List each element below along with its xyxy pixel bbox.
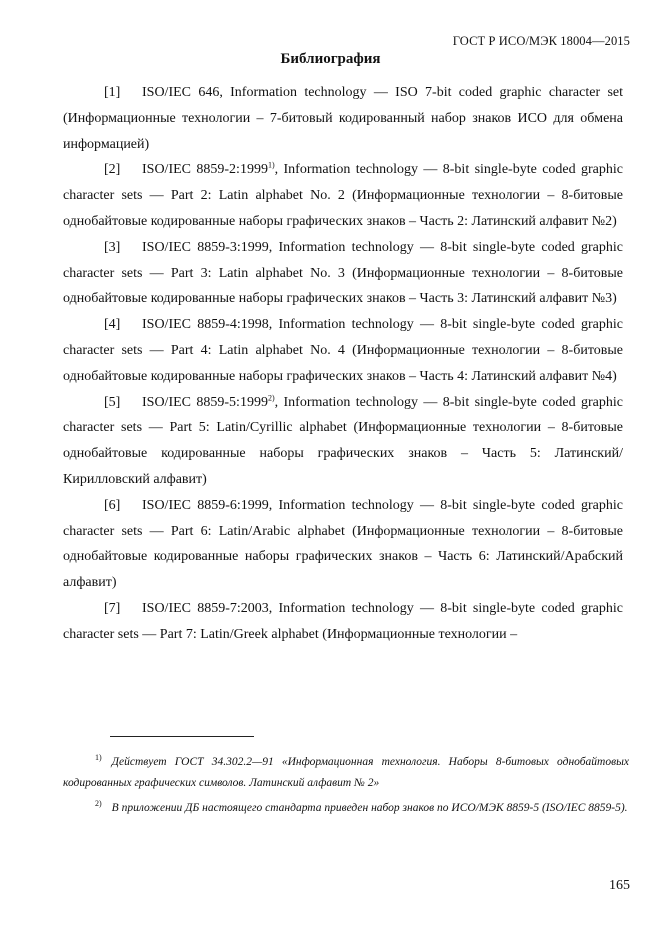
reference-item [63,157,623,234]
reference-text: ISO/IEC 8859-4:1998, Information technology — 8-bit single-byte coded graphic character sets — Part 4: Latin alphabet No. 4 (Информационные технологии – 8-битовые однобайтовые кодированные наборы графических знаков – Часть 4: Латинский алфавит №4) [63,317,623,384]
reference-code: ISO/IEC 8859-2:1999 [142,162,268,178]
page-title: Библиография [280,51,381,67]
reference-text: ISO/IEC 8859-7:2003, Information technology — 8-bit single-byte coded graphic character sets — Part 7: Latin/Greek alphabet (Информационные технологии – [63,600,623,642]
footnotes [63,752,629,823]
reference-number: [6] [104,497,121,513]
reference-number: [4] [104,317,121,333]
bibliography-list [63,80,623,648]
page-number: 165 [609,878,630,893]
reference-item [63,235,623,312]
reference-text: , Information technology — 8-bit single-byte coded graphic character sets — Part 2: Latin alphabet No. 2 (Информационные технологии – 8-битовые однобайтовые кодированные наборы графических знаков – Часть 2: Латинский алфавит №2) [63,162,623,229]
reference-item [63,596,623,648]
reference-number: [3] [104,239,121,255]
reference-code: ISO/IEC 8859-5:1999 [142,394,268,410]
footnote: $^{1)}$ Действует ГОСТ 34.302.2—91 «Информационная технология. Наборы 8-битовых однобайтовых кодированных графических символов. Латинский алфавит № 2» [63,753,629,789]
document-header: ГОСТ Р ИСО/МЭК 18004—2015 [452,34,630,48]
reference-number: [2] [104,162,121,178]
reference-number: [5] [104,394,121,410]
footnote-marker: 1) [267,160,275,170]
reference-text: ISO/IEC 8859-6:1999, Information technology — 8-bit single-byte coded graphic character sets — Part 6: Latin/Arabic alphabet (Информационные технологии – 8-битовые однобайтовые кодированные наборы графических знаков – Часть 6: Латинский/Арабский алфавит) [63,497,623,591]
footnote-divider [110,736,254,737]
reference-item [63,80,623,157]
reference-text: ISO/IEC 8859-3:1999, Information technology — 8-bit single-byte coded graphic character sets — Part 3: Latin alphabet No. 3 (Информационные технологии – 8-битовые однобайтовые кодированные наборы графических знаков – Часть 3: Латинский алфавит №3) [63,239,623,307]
footnote: $^{2)}$ В приложении ДБ настоящего стандарта приведен набор знаков по ИСО/МЭК 8859-5 (ISO/IEC 8859-5). [95,799,628,814]
footnote-text: В приложении ДБ настоящего стандарта приведен набор знаков по ИСО/МЭК 8859-5 (ISO/IEC 8859-5). [111,802,628,814]
reference-item [63,390,623,493]
reference-text: ISO/IEC 646, Information technology — ISO 7-bit coded graphic character set (Информационные технологии – 7-битовый кодированный набор знаков ИСО для обмена информацией) [63,85,623,152]
reference-item [63,493,623,596]
footnote-text: Действует ГОСТ 34.302.2—91 «Информационная технология. Наборы 8-битовых однобайтовых кодированных графических символов. Латинский алфавит № 2» [63,756,629,789]
footnote-marker: 2) [267,392,275,402]
reference-item [63,312,623,389]
reference-text: , Information technology — 8-bit single-byte coded graphic character sets — Part 5: Latin/Cyrillic alphabet (Информационные технологии – 8-битовые однобайтовые кодированные наборы графических знаков – Часть 5: Латинский/Кирилловский алфавит) [63,394,623,487]
reference-number: [7] [104,600,121,616]
reference-number: [1] [104,85,121,100]
